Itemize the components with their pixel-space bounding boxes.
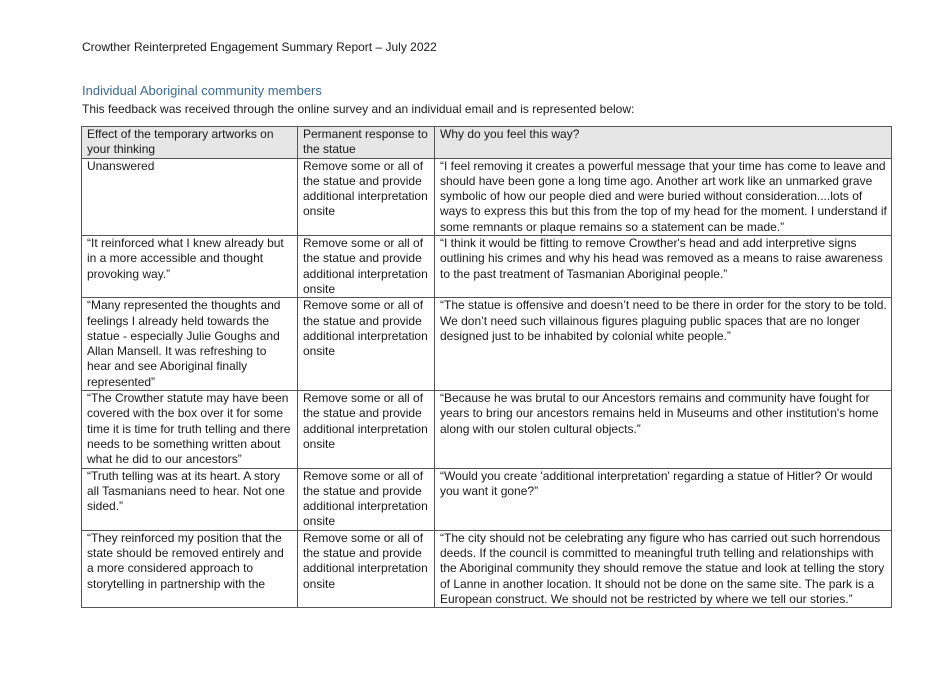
cell-effect: “They reinforced my position that the state should be removed entirely and a more considered approach to storytelling in partnership with the xyxy=(82,530,298,607)
table-row xyxy=(82,236,892,298)
cell-response: Remove some or all of the statue and provide additional interpretation onsite xyxy=(298,158,435,235)
cell-why: “I think it would be fitting to remove Crowther's head and add interpretive signs outlining his crimes and why his head was removed as a means to raise awareness to the past treatment of Tasmanian Aboriginal people.” xyxy=(435,236,892,298)
cell-why: “Because he was brutal to our Ancestors remains and community have fought for years to bring our ancestors remains held in Museums and other institution's home along with our stolen cultural objects.” xyxy=(435,391,892,468)
table-row xyxy=(82,298,892,391)
section-heading: Individual Aboriginal community members xyxy=(82,83,322,98)
column-header-effect: Effect of the temporary artworks on your thinking xyxy=(82,127,298,159)
column-header-response: Permanent response to the statue xyxy=(298,127,435,159)
cell-effect: “The Crowther statute may have been covered with the box over it for some time it is time for truth telling and there needs to be something written about what he did to our ancestors” xyxy=(82,391,298,468)
table-row xyxy=(82,158,892,235)
cell-effect: “Many represented the thoughts and feelings I already held towards the statue - especially Julie Goughs and Allan Mansell. It was refreshing to hear and see Aboriginal finally represented” xyxy=(82,298,298,391)
table-row xyxy=(82,530,892,607)
cell-response: Remove some or all of the statue and provide additional interpretation onsite xyxy=(298,298,435,391)
cell-effect: “Truth telling was at its heart. A story all Tasmanians need to hear. Not one sided.” xyxy=(82,468,298,530)
cell-response: Remove some or all of the statue and provide additional interpretation onsite xyxy=(298,236,435,298)
cell-effect: “It reinforced what I knew already but in a more accessible and thought provoking way.” xyxy=(82,236,298,298)
report-header: Crowther Reinterpreted Engagement Summary Report – July 2022 xyxy=(82,40,437,54)
feedback-table xyxy=(81,126,892,608)
table-row xyxy=(82,468,892,530)
cell-why: “I feel removing it creates a powerful message that your time has come to leave and should have been gone a long time ago. Another art work like an unmarked grave symbolic of how our people died and were buried without consideration....lots of ways to express this but this from the top of my head for the moment. I understand if some remnants or plaque remains so a statement can be made.” xyxy=(435,158,892,235)
cell-why: “The statue is offensive and doesn’t need to be there in order for the story to be told. We don’t need such villainous figures plaguing public spaces that are no longer designed just to be inhabited by colonial white people.” xyxy=(435,298,892,391)
cell-effect: Unanswered xyxy=(82,158,298,235)
cell-response: Remove some or all of the statue and provide additional interpretation onsite xyxy=(298,468,435,530)
table-header-row xyxy=(82,127,892,159)
cell-why: “Would you create 'additional interpretation' regarding a statue of Hitler? Or would you want it gone?” xyxy=(435,468,892,530)
cell-why: “The city should not be celebrating any figure who has carried out such horrendous deeds. If the council is committed to meaningful truth telling and relationships with the Aboriginal community they should remove the statue and look at telling the story of Lanne in another location. It should not be done on the same site. The park is a European construct. We should not be restricted by where we tell our stories.” xyxy=(435,530,892,607)
table-row xyxy=(82,391,892,468)
cell-response: Remove some or all of the statue and provide additional interpretation onsite xyxy=(298,391,435,468)
section-intro: This feedback was received through the online survey and an individual email and is represented below: xyxy=(82,102,635,116)
column-header-why: Why do you feel this way? xyxy=(435,127,892,159)
cell-response: Remove some or all of the statue and provide additional interpretation onsite xyxy=(298,530,435,607)
